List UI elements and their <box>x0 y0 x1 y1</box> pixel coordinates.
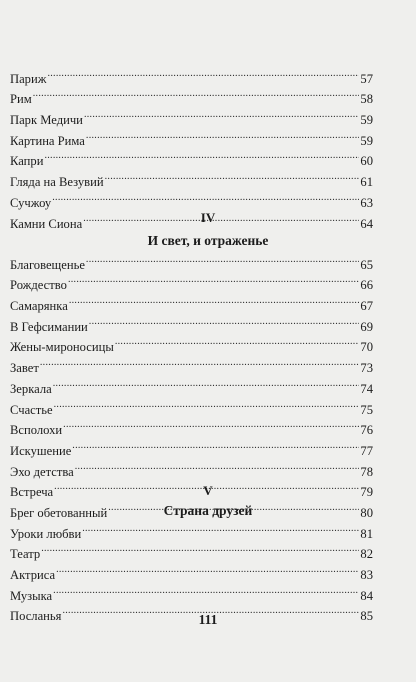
toc-entry-page: 58 <box>360 92 373 107</box>
toc-entry-page: 81 <box>360 526 373 541</box>
toc-section-3 <box>10 517 373 624</box>
toc-entry-title: Гляда на Везувий <box>10 175 104 190</box>
toc-entry-title: Париж <box>10 71 47 86</box>
toc-entry-title: Посланья <box>10 609 62 624</box>
dot-leader <box>84 103 359 124</box>
toc-entry-page: 63 <box>360 195 373 210</box>
toc-entry-page: 75 <box>360 402 373 417</box>
toc-entry <box>10 62 373 86</box>
toc-entry <box>10 414 373 438</box>
toc-entry-title: Камни Сиона <box>10 216 83 231</box>
toc-entry-page: 69 <box>360 319 373 334</box>
dot-leader <box>41 538 359 559</box>
toc-entry-page: 59 <box>360 113 373 128</box>
toc-entry-page: 76 <box>360 423 373 438</box>
toc-entry-page: 82 <box>360 547 373 562</box>
dot-leader <box>75 455 360 476</box>
toc-entry <box>10 103 373 128</box>
dot-leader <box>68 269 359 290</box>
toc-section-2 <box>10 248 373 520</box>
toc-entry-page: 80 <box>360 505 373 520</box>
dot-leader <box>63 414 359 435</box>
toc-entry <box>10 434 373 458</box>
dot-leader <box>53 372 360 393</box>
dot-leader <box>56 558 359 579</box>
toc-entry <box>10 558 373 583</box>
toc-entry-page: 85 <box>360 609 373 624</box>
toc-entry-page: 78 <box>360 464 373 479</box>
toc-entry-page: 79 <box>360 485 373 500</box>
toc-entry-title: Рим <box>10 92 32 107</box>
toc-entry-title: Брег обетованный <box>10 505 108 520</box>
toc-entry-page: 65 <box>360 257 373 272</box>
toc-entry-title: Парк Медичи <box>10 113 83 128</box>
toc-entry <box>10 393 373 417</box>
dot-leader <box>44 145 359 166</box>
toc-entry-title: Театр <box>10 547 41 562</box>
toc-entry-page: 77 <box>360 443 373 458</box>
dot-leader <box>89 310 360 331</box>
toc-entry <box>10 351 373 376</box>
toc-entry-title: Всполохи <box>10 423 63 438</box>
dot-leader <box>40 351 360 372</box>
toc-entry-page: 84 <box>360 588 373 603</box>
toc-entry-title: Рождество <box>10 278 67 293</box>
toc-entry-title: Музыка <box>10 588 53 603</box>
toc-entry <box>10 579 373 603</box>
toc-entry <box>10 372 373 396</box>
toc-entry-page: 66 <box>360 278 373 293</box>
dot-leader <box>69 289 360 310</box>
toc-entry-title: Искушение <box>10 443 72 458</box>
dot-leader <box>82 517 359 538</box>
dot-leader <box>72 434 359 455</box>
toc-entry <box>10 83 373 107</box>
dot-leader <box>54 393 360 414</box>
toc-entry-title: Встреча <box>10 485 54 500</box>
toc-entry-title: В Гефсимании <box>10 319 88 334</box>
dot-leader <box>52 186 359 207</box>
section-number: V <box>203 483 213 498</box>
toc-entry <box>10 517 373 541</box>
toc-entry <box>10 248 373 272</box>
toc-entry-title: Эхо детства <box>10 464 74 479</box>
toc-entry <box>10 165 373 190</box>
toc-entry-title: Жены-мироносицы <box>10 340 114 355</box>
toc-entry-page: 57 <box>360 71 373 86</box>
dot-leader <box>105 165 360 186</box>
dot-leader <box>86 248 359 269</box>
toc-entry-title: Самарянка <box>10 299 68 314</box>
toc-entry-page: 61 <box>360 175 373 190</box>
toc-entry-page: 67 <box>360 299 373 314</box>
toc-section-1 <box>10 62 373 231</box>
section-title: И свет, и отраженье <box>147 233 269 248</box>
page-number: 111 <box>198 612 218 627</box>
toc-entry <box>10 145 373 169</box>
toc-entry-page: 73 <box>360 361 373 376</box>
toc-entry-page: 59 <box>360 133 373 148</box>
section-title: Страна друзей <box>163 503 253 518</box>
dot-leader <box>115 331 360 352</box>
dot-leader <box>47 62 359 83</box>
toc-entry-page: 70 <box>360 340 373 355</box>
toc-entry-title: Уроки любви <box>10 526 82 541</box>
toc-entry <box>10 186 373 210</box>
toc-entry <box>10 538 373 562</box>
section-number: IV <box>200 210 216 225</box>
toc-entry-title: Зеркала <box>10 381 52 396</box>
toc-entry-title: Капри <box>10 154 44 169</box>
toc-entry-page: 74 <box>360 381 373 396</box>
dot-leader <box>33 83 360 104</box>
toc-entry-page: 64 <box>360 216 373 231</box>
toc-entry-page: 60 <box>360 154 373 169</box>
toc-entry-title: Завет <box>10 361 39 376</box>
toc-entry-title: Картина Рима <box>10 133 85 148</box>
toc-entry-title: Актриса <box>10 568 56 583</box>
toc-entry-title: Счастье <box>10 402 53 417</box>
dot-leader <box>86 124 360 145</box>
toc-entry-page: 83 <box>360 568 373 583</box>
dot-leader <box>53 579 359 600</box>
toc-entry-title: Благовещенье <box>10 257 85 272</box>
toc-entry-title: Сучжоу <box>10 195 52 210</box>
